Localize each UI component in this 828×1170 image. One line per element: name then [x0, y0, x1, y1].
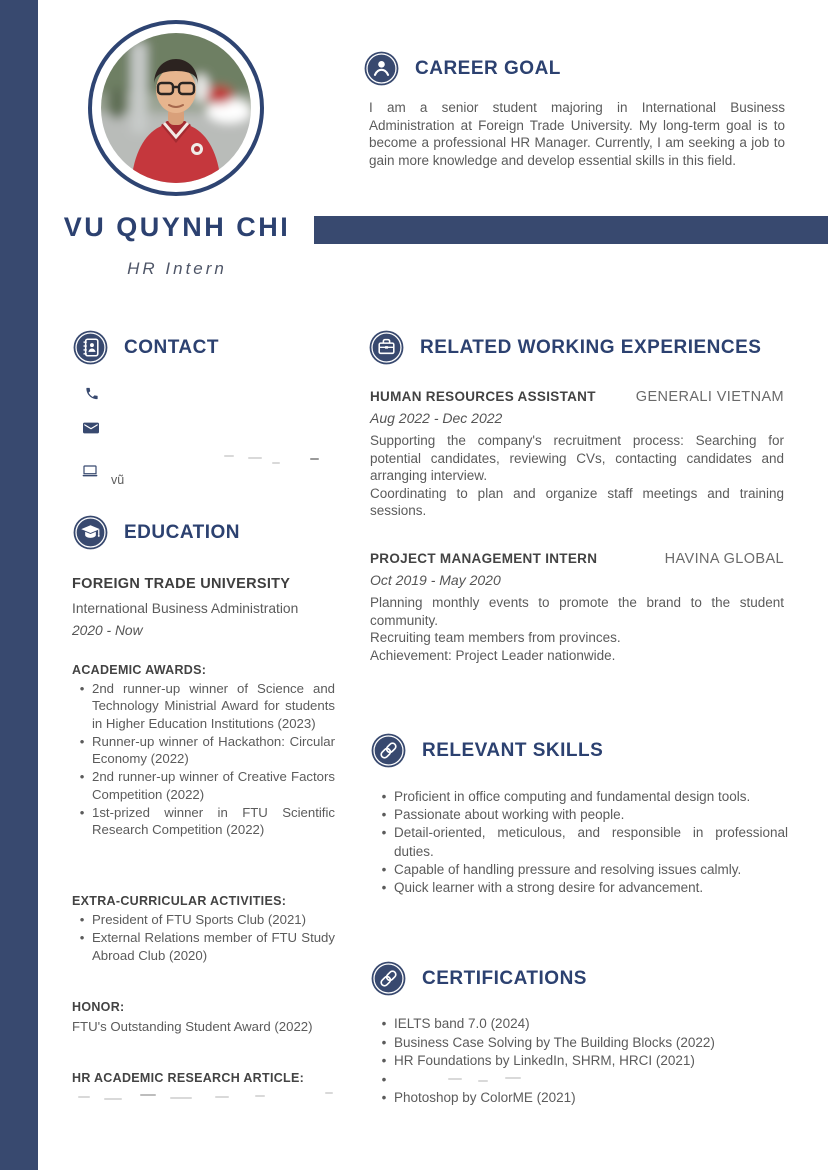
list-item: • 2nd runner-up winner of Science and Technology Ministrial Award for students in Higher Education Institutions (2023): [72, 680, 335, 732]
link-icon: [371, 733, 406, 768]
person-job-title: HR Intern: [127, 259, 227, 278]
email-icon: [83, 421, 99, 435]
list-item: • Business Case Solving by The Building Blocks (2022): [374, 1034, 788, 1053]
academic-awards-label: ACADEMIC AWARDS:: [72, 663, 207, 677]
phone-icon: [84, 386, 100, 401]
certifications-list: [374, 1015, 788, 1108]
research-article-label: HR ACADEMIC RESEARCH ARTICLE:: [72, 1071, 305, 1085]
list-item: • HR Foundations by LinkedIn, SHRM, HRCI (2021): [374, 1052, 788, 1071]
list-item: • Quick learner with a strong desire for advancement.: [374, 879, 788, 897]
redacted-text-trace: [248, 457, 262, 459]
bullet: •: [381, 1071, 387, 1087]
section-education-header: [73, 515, 240, 550]
redacted-text-trace: [325, 1092, 333, 1094]
bullet: •: [79, 681, 85, 696]
activities-label: EXTRA-CURRICULAR ACTIVITIES:: [72, 894, 287, 908]
section-certifications-header: [371, 961, 587, 996]
list-item: • Passionate about working with people.: [374, 806, 788, 824]
redacted-text-trace: [272, 462, 280, 464]
redacted-text-trace: [255, 1095, 265, 1097]
list-item: • IELTS band 7.0 (2024): [374, 1015, 788, 1034]
contact-email-row: [83, 421, 105, 435]
section-contact-header: [73, 330, 219, 365]
list-item: • Detail-oriented, meticulous, and responsible in professional duties.: [374, 824, 788, 860]
education-heading: EDUCATION: [124, 521, 241, 543]
bullet: •: [381, 1016, 387, 1031]
list-item: • Photoshop by ColorME (2021): [374, 1089, 788, 1108]
bullet: •: [79, 912, 85, 927]
honor-block: [72, 1000, 335, 1035]
redacted-text-trace: [505, 1077, 521, 1079]
bullet: •: [79, 769, 85, 785]
job-description: Coordinating to plan and organize staff meetings and training sessions.: [370, 485, 784, 519]
list-item: • 1st-prized winner in FTU Scientific Research Competition (2022): [72, 804, 335, 839]
job-dates: Oct 2019 - May 2020: [370, 572, 501, 588]
bullet: •: [79, 733, 85, 749]
person-name: VU QUYNH CHI: [63, 212, 291, 242]
profile-photo: [101, 33, 251, 183]
job-description: Supporting the company's recruitment process: Searching for potential candidates, reviewing CVs, contacting candidates and arranging interview.: [370, 433, 784, 484]
section-career-goal-header: [364, 51, 561, 86]
bullet: •: [381, 1034, 387, 1050]
job-company: GENERALI VIETNAM: [635, 389, 784, 405]
list-item: • President of FTU Sports Club (2021): [72, 911, 335, 928]
redacted-text-trace: [448, 1078, 462, 1080]
contact-website-row: [82, 464, 98, 478]
career-goal-text: I am a senior student majoring in International Business Administration at Foreign Trade University. My long-term goal is to become a professional HR Manager. Currently, I am seeking a job to gain more knowledge and develop essential skills in this field.: [369, 100, 785, 168]
laptop-icon: [82, 464, 98, 478]
job-entry: [370, 551, 784, 664]
activities-block: [72, 894, 335, 964]
major: International Business Administration: [72, 601, 299, 616]
left-accent-stripe: [0, 0, 38, 1170]
redacted-text-trace: [78, 1096, 90, 1098]
job-description: Planning monthly events to promote the brand to the student community.: [370, 595, 784, 628]
education-dates: 2020 - Now: [72, 623, 143, 638]
address-book-icon: [73, 330, 108, 365]
career-goal-heading: CAREER GOAL: [415, 57, 561, 79]
list-item: [374, 1071, 788, 1090]
list-item: • 2nd runner-up winner of Creative Factors Competition (2022): [72, 768, 335, 803]
job-title: HUMAN RESOURCES ASSISTANT: [370, 389, 596, 404]
bullet: •: [79, 805, 85, 821]
contact-heading: CONTACT: [124, 336, 219, 358]
bullet: •: [381, 825, 387, 841]
bullet: •: [381, 807, 387, 823]
school-name: FOREIGN TRADE UNIVERSITY: [72, 576, 291, 592]
bullet: •: [79, 930, 85, 946]
list-item: • External Relations member of FTU Study Abroad Club (2020): [72, 929, 335, 964]
redacted-text-trace: [104, 1098, 122, 1100]
profile-photo-frame: [88, 20, 264, 196]
redacted-text-trace: [224, 455, 234, 457]
user-icon: [364, 51, 399, 86]
experience-heading: RELATED WORKING EXPERIENCES: [420, 336, 762, 358]
skills-list: [374, 788, 788, 897]
list-item: • Capable of handling pressure and resolving issues calmly.: [374, 861, 788, 879]
bullet: •: [381, 1053, 387, 1069]
redacted-text-trace: [215, 1096, 229, 1098]
redacted-text-trace: [478, 1080, 488, 1082]
briefcase-icon: [369, 330, 404, 365]
education-school-block: [72, 576, 334, 638]
job-entry: [370, 389, 784, 520]
job-company: HAVINA GLOBAL: [664, 551, 784, 567]
bullet: •: [381, 789, 387, 804]
bullet: •: [381, 880, 387, 896]
academic-awards-block: [72, 663, 335, 839]
header-accent-bar: [314, 216, 828, 244]
list-item: • Proficient in office computing and fundamental design tools.: [374, 788, 788, 806]
research-article-block: [72, 1071, 335, 1085]
honor-text: FTU's Outstanding Student Award (2022): [72, 1019, 313, 1034]
certifications-heading: CERTIFICATIONS: [422, 967, 587, 989]
job-title: PROJECT MANAGEMENT INTERN: [370, 551, 598, 566]
graduation-cap-icon: [73, 515, 108, 550]
contact-website-value: vũ: [111, 473, 125, 487]
job-description: Recruiting team members from provinces.: [370, 630, 621, 646]
redacted-text-trace: [170, 1097, 192, 1099]
list-item: • Runner-up winner of Hackathon: Circular Economy (2022): [72, 733, 335, 768]
contact-phone-row: [84, 386, 106, 401]
job-dates: Aug 2022 - Dec 2022: [370, 410, 503, 426]
bullet: •: [381, 861, 387, 877]
redacted-text-trace: [140, 1094, 156, 1096]
link-icon: [371, 961, 406, 996]
bullet: •: [381, 1090, 387, 1106]
skills-heading: RELEVANT SKILLS: [422, 739, 604, 761]
section-skills-header: [371, 733, 603, 768]
job-description: Achievement: Project Leader nationwide.: [370, 647, 616, 663]
redacted-text-trace: [310, 458, 319, 460]
section-experience-header: [369, 330, 761, 365]
honor-label: HONOR:: [72, 1000, 125, 1014]
